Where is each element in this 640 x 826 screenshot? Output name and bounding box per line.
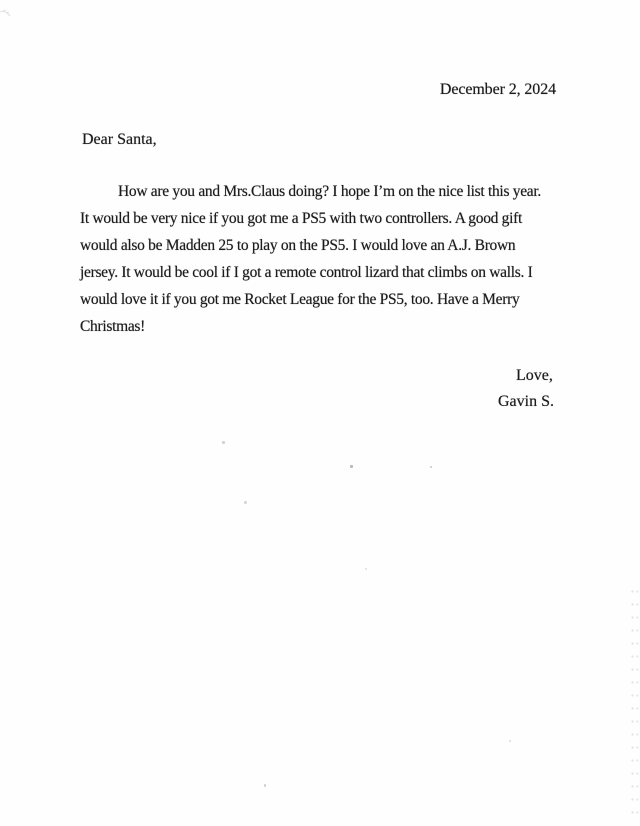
letter-body-line: jersey. It would be cool if I got a remote control lizard that climbs on walls. I	[80, 264, 533, 281]
letter-body-line: How are you and Mrs.Claus doing? I hope I’m on the nice list this year.	[118, 183, 541, 200]
letter-salutation: Dear Santa,	[82, 131, 157, 148]
scan-smudge	[0, 9, 14, 19]
letter-body-line: would love it if you got me Rocket League for the PS5, too. Have a Merry	[80, 291, 520, 308]
letter-body-line: Christmas!	[80, 318, 146, 335]
scan-speck	[264, 784, 266, 787]
scan-speck	[365, 568, 367, 570]
letter-body-line: would also be Madden 25 to play on the PS5. I would love an A.J. Brown	[80, 237, 516, 254]
letter-body-line: It would be very nice if you got me a PS5 with two controllers. A good gift	[80, 210, 523, 227]
scan-speck	[244, 501, 247, 504]
letter-date: December 2, 2024	[439, 81, 556, 98]
scan-speck	[430, 466, 432, 468]
letter-closing: Love,	[516, 367, 553, 384]
scan-edge-noise	[630, 585, 638, 823]
scan-speck	[222, 441, 225, 444]
scan-speck	[350, 465, 353, 468]
letter-closing-block	[498, 363, 554, 415]
letter-signature: Gavin S.	[498, 393, 554, 410]
letter-body	[80, 178, 580, 340]
scan-speck	[509, 740, 511, 742]
